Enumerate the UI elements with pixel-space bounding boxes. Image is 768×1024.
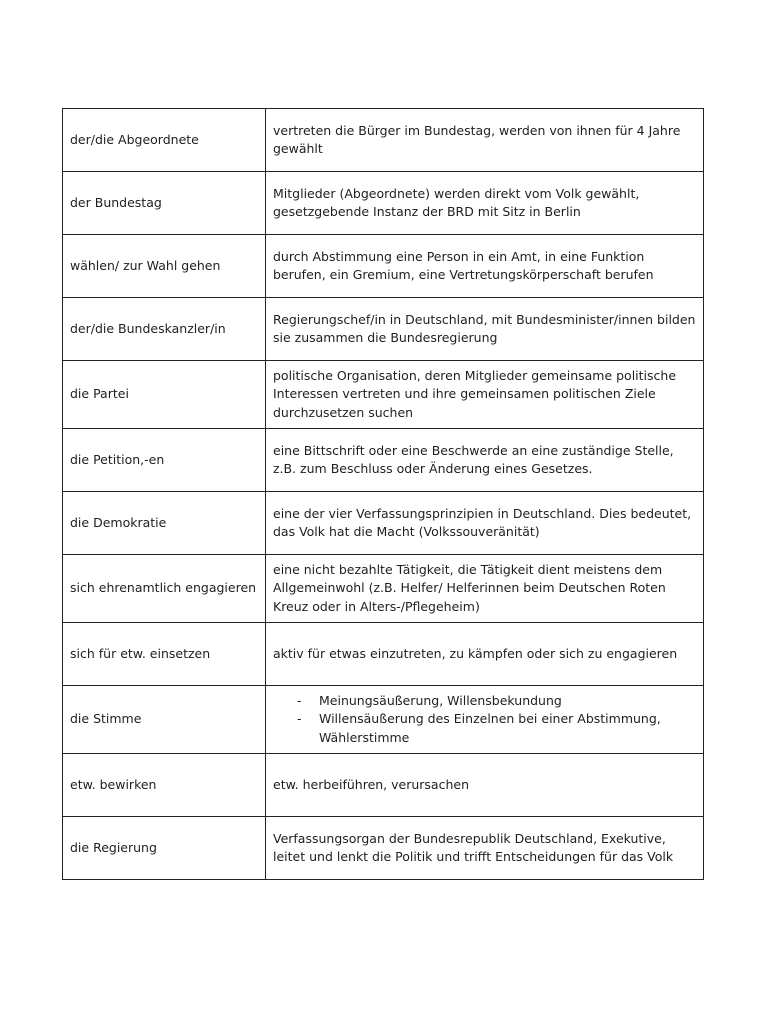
definition-cell: vertreten die Bürger im Bundestag, werden von ihnen für 4 Jahre gewählt	[266, 109, 704, 172]
definition-cell: politische Organisation, deren Mitglieder gemeinsame politische Interessen vertreten und ihre gemeinsamen politischen Ziele durchzusetzen suchen	[266, 361, 704, 429]
term-cell: der Bundestag	[63, 172, 266, 235]
table-row	[63, 686, 704, 754]
term-cell: die Stimme	[63, 686, 266, 754]
bullet-text: Willensäußerung des Einzelnen bei einer Abstimmung, Wählerstimme	[319, 711, 661, 745]
term-cell: sich für etw. einsetzen	[63, 623, 266, 686]
bullet-text: Meinungsäußerung, Willensbekundung	[319, 692, 562, 708]
definition-cell: durch Abstimmung eine Person in ein Amt, in eine Funktion berufen, ein Gremium, eine Vertretungskörperschaft berufen	[266, 235, 704, 298]
term-cell: wählen/ zur Wahl gehen	[63, 235, 266, 298]
term-cell: die Partei	[63, 361, 266, 429]
bullet-dash: -	[297, 692, 302, 708]
table-row	[63, 298, 704, 361]
definition-cell: eine Bittschrift oder eine Beschwerde an eine zuständige Stelle, z.B. zum Beschluss oder Änderung eines Gesetzes.	[266, 429, 704, 492]
definition-cell: Regierungschef/in in Deutschland, mit Bundesminister/innen bilden sie zusammen die Bundesregierung	[266, 298, 704, 361]
glossary-table	[62, 108, 704, 880]
term-cell: der/die Bundeskanzler/in	[63, 298, 266, 361]
table-row	[63, 817, 704, 880]
term-cell: die Regierung	[63, 817, 266, 880]
bullet-dash: -	[297, 711, 302, 727]
table-row	[63, 555, 704, 623]
table-row	[63, 429, 704, 492]
term-cell: der/die Abgeordnete	[63, 109, 266, 172]
table-row	[63, 754, 704, 817]
term-cell: die Demokratie	[63, 492, 266, 555]
table-row	[63, 172, 704, 235]
definition-cell: aktiv für etwas einzutreten, zu kämpfen oder sich zu engagieren	[266, 623, 704, 686]
definition-cell: eine der vier Verfassungsprinzipien in Deutschland. Dies bedeutet, das Volk hat die Macht (Volkssouveränität)	[266, 492, 704, 555]
term-cell: etw. bewirken	[63, 754, 266, 817]
term-cell: die Petition,-en	[63, 429, 266, 492]
definition-bullet	[273, 692, 697, 711]
table-row	[63, 109, 704, 172]
definition-cell	[266, 686, 704, 754]
table-row	[63, 492, 704, 555]
term-cell: sich ehrenamtlich engagieren	[63, 555, 266, 623]
definition-cell: Verfassungsorgan der Bundesrepublik Deutschland, Exekutive, leitet und lenkt die Politik und trifft Entscheidungen für das Volk	[266, 817, 704, 880]
definition-cell: eine nicht bezahlte Tätigkeit, die Tätigkeit dient meistens dem Allgemeinwohl (z.B. Helfer/ Helferinnen beim Deutschen Roten Kreuz oder in Alters-/Pflegeheim)	[266, 555, 704, 623]
table-row	[63, 361, 704, 429]
table-row	[63, 235, 704, 298]
definition-bullet-list	[273, 692, 697, 748]
definition-cell: Mitglieder (Abgeordnete) werden direkt vom Volk gewählt, gesetzgebende Instanz der BRD mit Sitz in Berlin	[266, 172, 704, 235]
definition-cell: etw. herbeiführen, verursachen	[266, 754, 704, 817]
table-row	[63, 623, 704, 686]
definition-bullet	[273, 710, 697, 747]
